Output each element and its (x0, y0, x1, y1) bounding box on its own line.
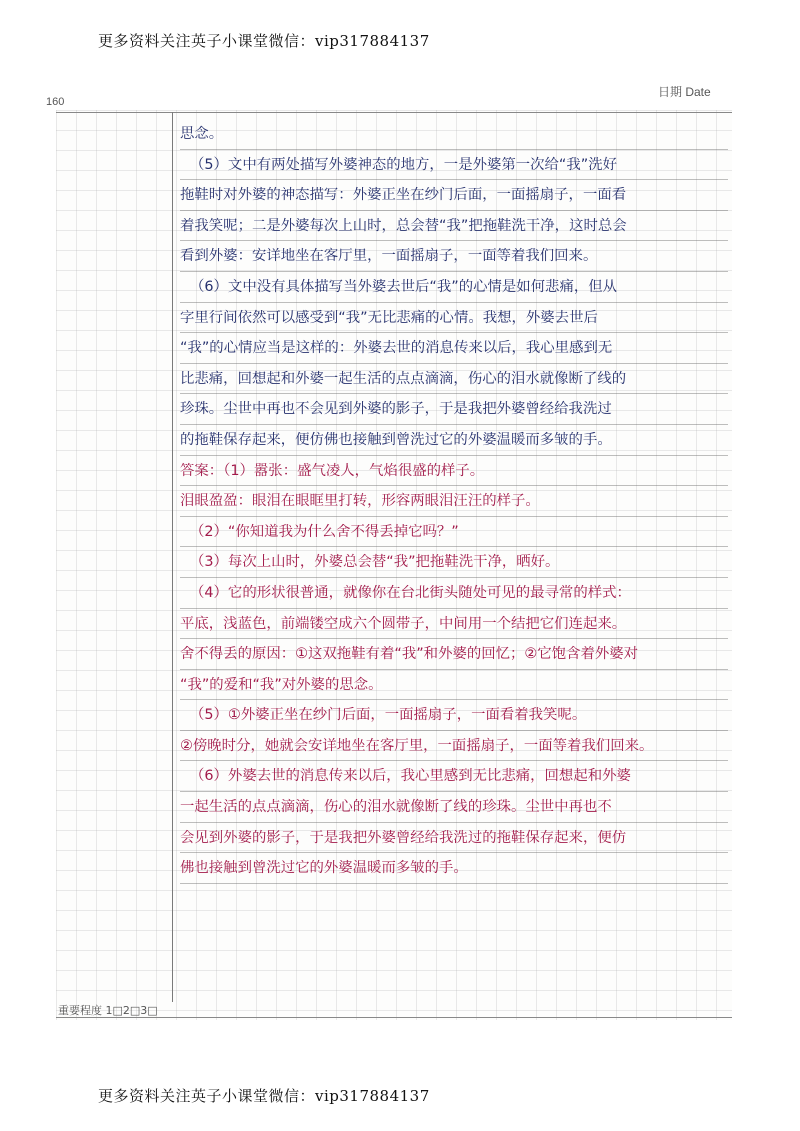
date-label: 日期 Date (658, 85, 711, 99)
text-line: 拖鞋时对外婆的神态描写：外婆正坐在纱门后面，一面摇扇子，一面看 (180, 180, 728, 211)
text-line: （6）文中没有具体描写当外婆去世后“我”的心情是如何悲痛，但从 (180, 272, 728, 303)
top-rule (56, 112, 732, 113)
text-line: 字里行间依然可以感受到“我”无比悲痛的心情。我想，外婆去世后 (180, 303, 728, 334)
importance-level: 重要程度 1□2□3□ (58, 1004, 158, 1017)
answer-line: 泪眼盈盈：眼泪在眼眶里打转，形容两眼泪汪汪的样子。 (180, 486, 728, 517)
page-number: 160 (46, 96, 65, 108)
watermark-top: 更多资料关注英子小课堂微信：vip317884137 (98, 32, 430, 50)
bottom-rule (56, 1017, 732, 1018)
text-line: 珍珠。尘世中再也不会见到外婆的影子，于是我把外婆曾经给我洗过 (180, 394, 728, 425)
watermark-bottom: 更多资料关注英子小课堂微信：vip317884137 (98, 1087, 430, 1105)
answer-line: 会见到外婆的影子，于是我把外婆曾经给我洗过的拖鞋保存起来，便仿 (180, 823, 728, 854)
answer-line: 舍不得丢的原因：①这双拖鞋有着“我”和外婆的回忆；②它饱含着外婆对 (180, 639, 728, 670)
answer-line: 平底，浅蓝色，前端镂空成六个圆带子，中间用一个结把它们连起来。 (180, 609, 728, 640)
answer-line: （3）每次上山时，外婆总会替“我”把拖鞋洗干净，晒好。 (180, 547, 728, 578)
text-line: （5）文中有两处描写外婆神态的地方，一是外婆第一次给“我”洗好 (180, 150, 728, 181)
margin-rule (172, 112, 173, 1002)
answer-line: （5）①外婆正坐在纱门后面，一面摇扇子，一面看着我笑呢。 (180, 700, 728, 731)
text-line: 的拖鞋保存起来，便仿佛也接触到曾洗过它的外婆温暖而多皱的手。 (180, 425, 728, 456)
answer-line: （6）外婆去世的消息传来以后，我心里感到无比悲痛，回想起和外婆 (180, 761, 728, 792)
text-line: 思念。 (180, 119, 728, 150)
answer-line: 一起生活的点点滴滴，伤心的泪水就像断了线的珍珠。尘世中再也不 (180, 792, 728, 823)
answer-line: 答案：（1）嚣张：盛气凌人，气焰很盛的样子。 (180, 456, 728, 487)
answer-line: （2）“你知道我为什么舍不得丢掉它吗？” (180, 517, 728, 548)
answer-line: （4）它的形状很普通，就像你在台北街头随处可见的最寻常的样式： (180, 578, 728, 609)
text-line: 看到外婆：安详地坐在客厅里，一面摇扇子，一面等着我们回来。 (180, 241, 728, 272)
answer-line: “我”的爱和“我”对外婆的思念。 (180, 670, 728, 701)
text-line: 着我笑呢；二是外婆每次上山时，总会替“我”把拖鞋洗干净，这时总会 (180, 211, 728, 242)
answer-line: 佛也接触到曾洗过它的外婆温暖而多皱的手。 (180, 853, 728, 884)
text-line: 比悲痛，回想起和外婆一起生活的点点滴滴，伤心的泪水就像断了线的 (180, 364, 728, 395)
answer-line: ②傍晚时分，她就会安详地坐在客厅里，一面摇扇子，一面等着我们回来。 (180, 731, 728, 762)
handwritten-content (180, 119, 728, 884)
text-line: “我”的心情应当是这样的：外婆去世的消息传来以后，我心里感到无 (180, 333, 728, 364)
